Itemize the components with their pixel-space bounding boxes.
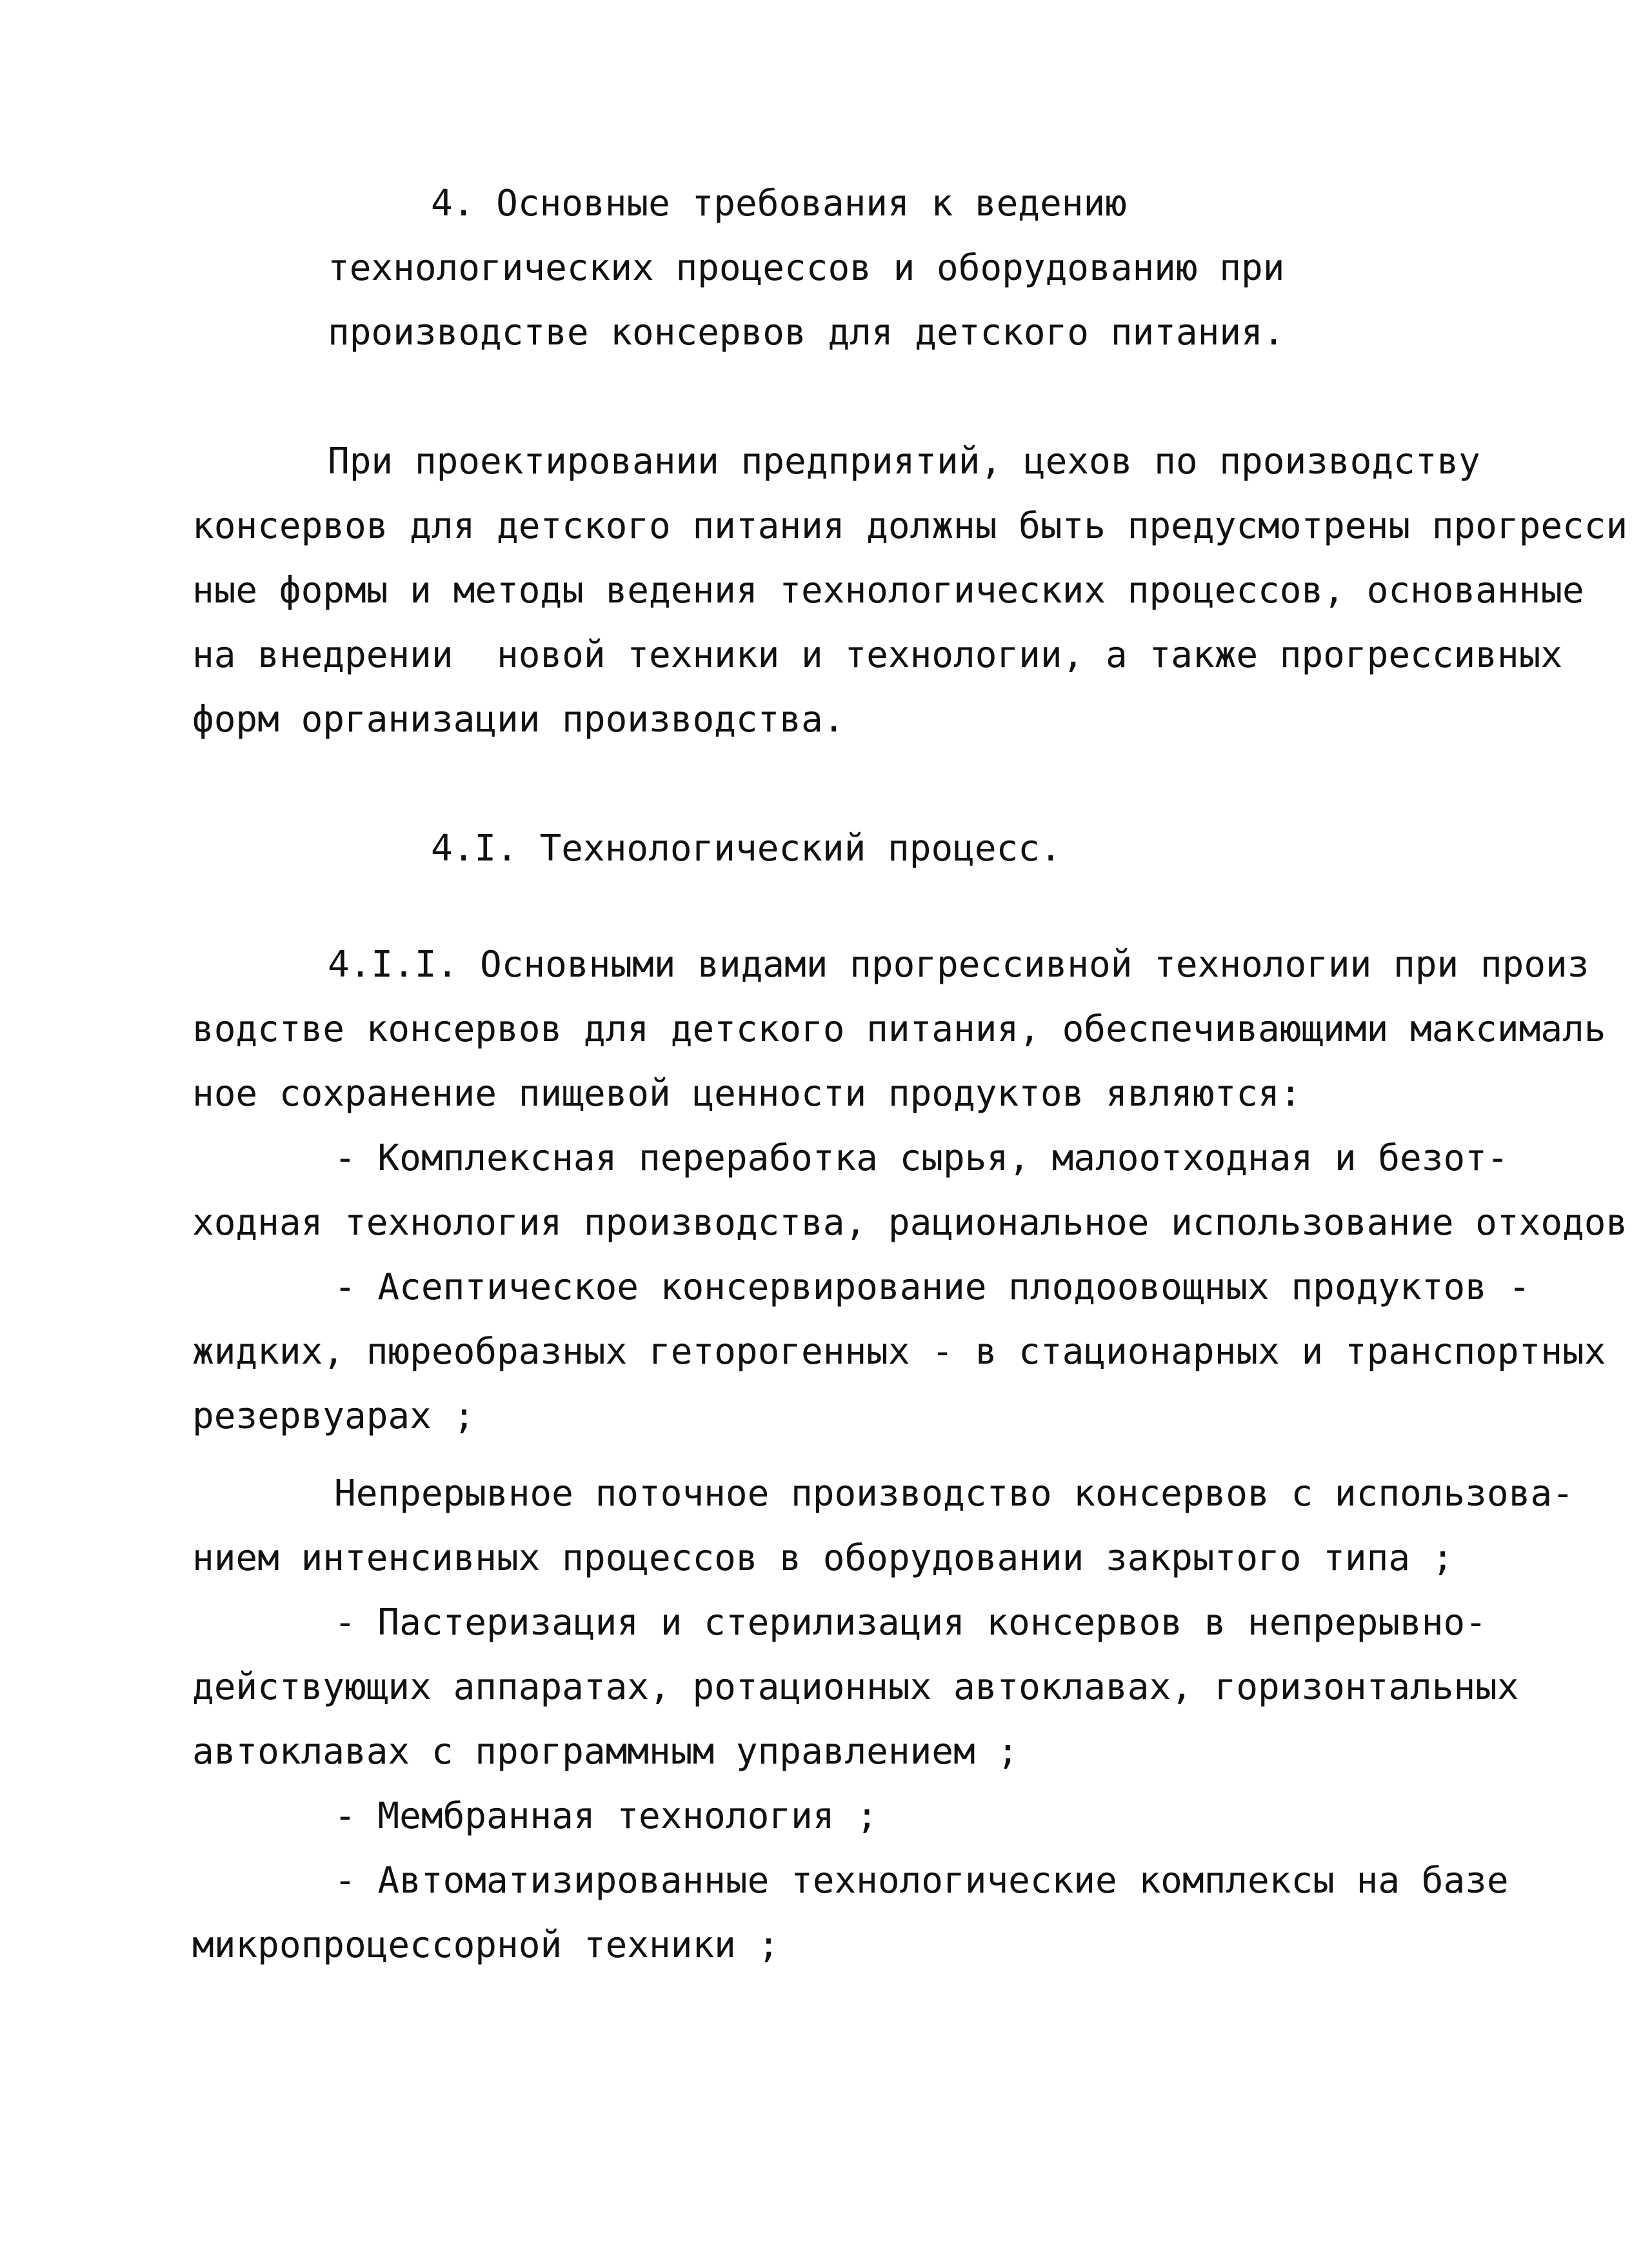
list-item-line: ходная технология производства, рациональное использование отходов (192, 1202, 1628, 1244)
subsection-line: ное сохранение пищевой ценности продуктов являются: (192, 1073, 1302, 1115)
list-item-line: - Асептическое консервирование плодоовощных продуктов - (334, 1266, 1531, 1308)
list-item-line: действующих аппаратах, ротационных автоклавах, горизонтальных (192, 1666, 1519, 1708)
heading-line: 4. Основные требования к ведению (431, 183, 1127, 224)
list-item-line: микропроцессорной техники ; (192, 1924, 780, 1966)
intro-paragraph-line: форм организации производства. (192, 699, 845, 741)
subsection-line: водстве консервов для детского питания, обеспечивающими максималь (192, 1008, 1606, 1050)
heading-line: технологических процессов и оборудованию при (328, 247, 1285, 289)
list-item-line: резервуарах ; (192, 1395, 475, 1437)
subsection-line: 4.I.I. Основными видами прогрессивной технологии при произ (328, 944, 1589, 986)
list-item-line: Непрерывное поточное производство консервов с использова- (334, 1473, 1574, 1515)
list-item-line: нием интенсивных процессов в оборудовании закрытого типа ; (192, 1537, 1454, 1579)
list-item-line: - Комплексная переработка сырья, малоотходная и безот- (334, 1137, 1509, 1179)
list-item-line: - Мембранная технология ; (334, 1795, 878, 1837)
section-title: 4.I. Технологический процесс. (431, 828, 1062, 870)
list-item-line: автоклавах с программным управлением ; (192, 1731, 1019, 1773)
intro-paragraph-line: на внедрении новой техники и технологии, а также прогрессивных (192, 634, 1563, 676)
list-item-line: - Пастеризация и стерилизация консервов в непрерывно- (334, 1602, 1487, 1644)
intro-paragraph-line: При проектировании предприятий, цехов по производству (328, 441, 1480, 482)
intro-paragraph-line: ные формы и методы ведения технологических процессов, основанные (192, 570, 1584, 612)
intro-paragraph-line: консервов для детского питания должны быть предусмотрены прогресси (192, 505, 1628, 547)
list-item-line: жидких, пюреобразных геторогенных - в стационарных и транспортных (192, 1331, 1606, 1373)
heading-line: производстве консервов для детского питания. (328, 312, 1285, 353)
list-item-line: - Автоматизированные технологические комплексы на базе (334, 1860, 1509, 1902)
